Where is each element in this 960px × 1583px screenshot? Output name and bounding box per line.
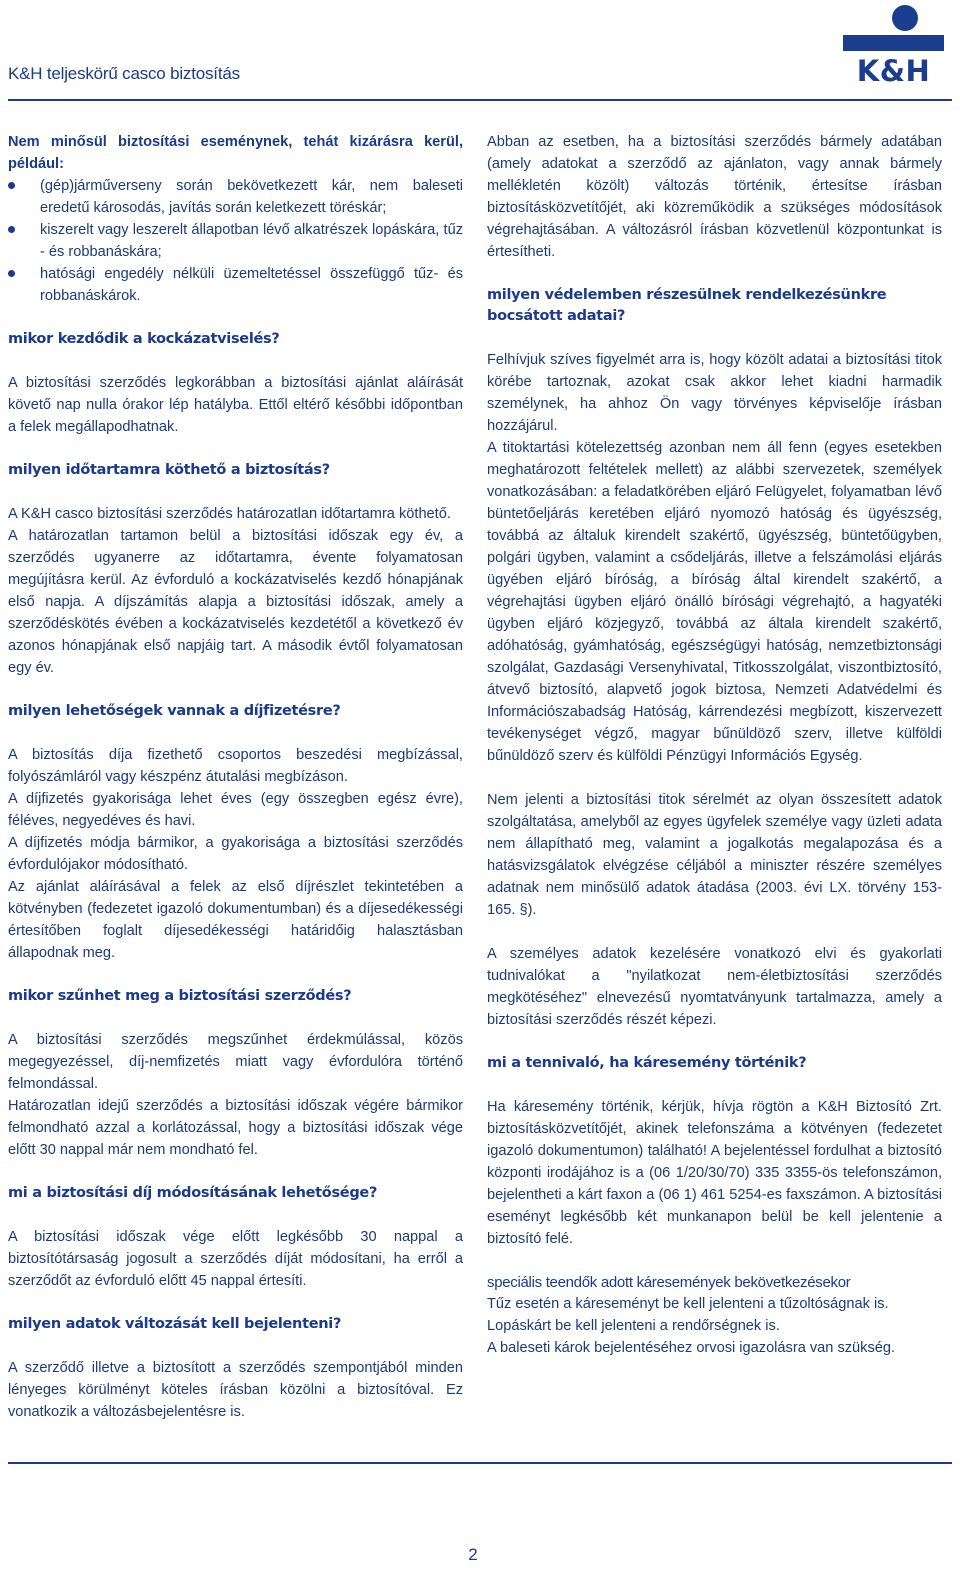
- kh-logo: [842, 4, 945, 86]
- section-heading-data-protection: milyen védelemben részesülnek rendelkezésünkre bocsátott adatai?: [487, 287, 887, 324]
- paragraph: A díjfizetés gyakorisága lehet éves (egy összegben egész évre), féléves, negyedéves és havi.: [8, 791, 463, 829]
- section-heading-special-tasks: speciális teendők adott káresemények bekövetkezésekor: [487, 1274, 851, 1291]
- section-heading-coverage-start: mikor kezdődik a kockázatviselés?: [8, 331, 280, 347]
- paragraph: A díjfizetés módja bármikor, a gyakorisága a biztosítási szerződés évfordulójakor módosítható.: [8, 835, 463, 873]
- list-item: (gép)járműverseny során bekövetkezett kár, nem baleseti eredetű károsodás, javítás során keletkezett töréskár;: [8, 175, 463, 219]
- paragraph: Abban az esetben, ha a biztosítási szerződés bármely adatában (amely adatokat a szerződő az ajánlaton, vagy annak bármely mellékletén közölt) változás történik, értesítse írásban biztosításközvetítőjét, aki közreműködik a szükséges módosítások végrehajtásában. A változásról írásban közvetlenül központunkat is értesítheti.: [487, 134, 942, 260]
- paragraph: Tűz esetén a káreseményt be kell jelenteni a tűzoltóságnak is.: [487, 1296, 889, 1312]
- list-item: kiszerelt vagy leszerelt állapotban lévő alkatrészek lopáskára, tűz - és robbanáskára;: [8, 219, 463, 263]
- paragraph: Lopáskárt be kell jelenteni a rendőrségnek is.: [487, 1318, 780, 1334]
- header-divider: [8, 99, 952, 101]
- paragraph: A szerződő illetve a biztosított a szerződés szempontjából minden lényeges körülményt köteles írásban közölni a biztosítóval. Ez vonatkozik a változásbejelentésre is.: [8, 1360, 463, 1420]
- section-heading-payment: milyen lehetőségek vannak a díjfizetésre?: [8, 703, 341, 719]
- section-heading-claims: mi a tennivaló, ha káresemény történik?: [487, 1055, 807, 1071]
- paragraph: A biztosítási időszak vége előtt legkésőbb 30 nappal a biztosítótársaság jogosult a szerződés díját módosítani, ha erről a szerződőt az évforduló előtt 45 nappal értesíti.: [8, 1229, 463, 1289]
- exclusions-list: [8, 175, 463, 307]
- page-number: 2: [468, 1545, 478, 1564]
- exclusions-lead: Nem minősül biztosítási eseménynek, tehát kizárásra kerül, például:: [8, 134, 463, 172]
- section-heading-premium-change: mi a biztosítási díj módosításának lehetősége?: [8, 1185, 378, 1201]
- section-heading-duration: milyen időtartamra köthető a biztosítás?: [8, 462, 330, 478]
- paragraph: Határozatlan idejű szerződés a biztosítási időszak végére bármikor felmondható azzal a korlátozással, hogy a biztosítási időszak vége előtt 30 nappal már nem mondható fel.: [8, 1098, 463, 1158]
- left-column: [8, 131, 463, 1423]
- document-title: K&H teljeskörű casco biztosítás: [8, 64, 240, 83]
- right-column: [487, 131, 942, 1359]
- paragraph: Ha káresemény történik, kérjük, hívja rögtön a K&H Biztosító Zrt. biztosításközvetítőjét, akinek telefonszáma a kötvényen (fedezetet igazoló dokumentumon) található! A bejelentéssel fordulhat a biztosító központi irodájához is a (06 1/20/30/70) 335 3355-ös telefonszámon, bejelentheti a kárt faxon a (06 1) 461 5254-es faxszámon. A biztosítási eseményt legkésőbb két munkanapon belül be kell jelentenie a biztosító felé.: [487, 1099, 942, 1247]
- section-heading-termination: mikor szűnhet meg a biztosítási szerződés?: [8, 988, 352, 1004]
- paragraph: A biztosítás díja fizethető csoportos beszedési megbízással, folyószámláról vagy készpénz átutalási megbízáson.: [8, 747, 463, 785]
- kh-logo-mark-icon: [842, 4, 945, 56]
- paragraph: Felhívjuk szíves figyelmét arra is, hogy közölt adatai a biztosítási titok körébe tartoznak, azokat csak akkor lehet kiadni harmadik személynek, ha ahhoz Ön vagy törvényes képviselője írásban hozzájárul.: [487, 352, 942, 434]
- footer-divider: [8, 1462, 952, 1464]
- kh-logo-text: K&H: [856, 54, 931, 88]
- paragraph: A biztosítási szerződés legkorábban a biztosítási ajánlat aláírását követő nap nulla órakor lép hatályba. Ettől eltérő későbbi időpontban a felek megállapodhatnak.: [8, 375, 463, 435]
- paragraph: A baleseti károk bejelentéséhez orvosi igazolásra van szükség.: [487, 1340, 896, 1356]
- paragraph: A K&H casco biztosítási szerződés határozatlan időtartamra köthető.: [8, 506, 451, 522]
- paragraph: A határozatlan tartamon belül a biztosítási időszak egy év, a szerződés ugyanerre az időtartamra, évente folyamatosan megújításra kerül. Az évforduló a kockázatviselés kezdő hónapjának első napja. A díjszámítás alapja a biztosítási időszak, amely a szerződéskötés évében a kockázatviselés kezdetétől a következő év azonos hónapjának első napjáig tart. A második évtől folyamatosan egy év.: [8, 528, 463, 676]
- section-heading-data-change: milyen adatok változását kell bejelenteni?: [8, 1316, 342, 1332]
- paragraph: A titoktartási kötelezettség azonban nem áll fenn (egyes esetekben meghatározott feltételek mellett) az alábbi szervezetek, személyek vonatkozásában: a feladatkörében eljáró Felügyelet, folyamatban lévő büntetőeljárás keretében eljáró nyomozó hatóság és ügyészség, továbbá az általuk kirendelt szakértő, ügyészség, büntetőügyben, polgári ügyben, valamint a csődeljárás, illetve a felszámolási eljárás ügyében eljáró bíróság, a bíróság által kirendelt szakértő, a végrehajtási ügyben eljáró önálló bírósági végrehajtó, a hagyatéki ügyben eljáró közjegyző, továbbá az általa kirendelt szakértő, adóhatóság, gyámhatóság, egészségügyi hatóság, nemzetbiztonsági szolgálat, Gazdasági Versenyhivatal, Titkosszolgálat, viszontbiztosító, átvevő biztosító, alapvető jogok biztosa, Nemzeti Adatvédelmi és Információszabadság Hatóság, kárrendezési megbízott, kiszervezett tevékenységet végző, magyar bűnüldöző szerv, illetve külföldi bűnüldöző szerv és külföldi Pénzügyi Információs Egység.: [487, 440, 942, 764]
- paragraph: Nem jelenti a biztosítási titok sérelmét az olyan összesített adatok szolgáltatása, amelyből az egyes ügyfelek személye vagy üzleti adata nem állapítható meg, valamint a jogalkotás megalapozása és a hatásvizsgálatok elvégzése céljából a miniszter részére személyes adatnak nem minősülő adatok átadása (2003. évi LX. törvény 153-165. §).: [487, 792, 942, 918]
- paragraph: Az ajánlat aláírásával a felek az első díjrészlet tekintetében a kötvényben (fedezetet igazoló dokumentumban) és a díjesedékességi értesítőben foglalt díjesedékességi határidőig halasztásban állapodnak meg.: [8, 879, 463, 961]
- paragraph: A személyes adatok kezelésére vonatkozó elvi és gyakorlati tudnivalókat a "nyilatkozat nem-életbiztosítási szerződés megkötéséhez" elnevezésű nyomtatványunk tartalmazza, amely a biztosítási szerződés részét képezi.: [487, 946, 942, 1028]
- paragraph: A biztosítási szerződés megszűnhet érdekmúlással, közös megegyezéssel, díj-nemfizetés miatt vagy évfordulóra történő felmondással.: [8, 1032, 463, 1092]
- list-item: hatósági engedély nélküli üzemeltetéssel összefüggő tűz- és robbanáskárok.: [8, 263, 463, 307]
